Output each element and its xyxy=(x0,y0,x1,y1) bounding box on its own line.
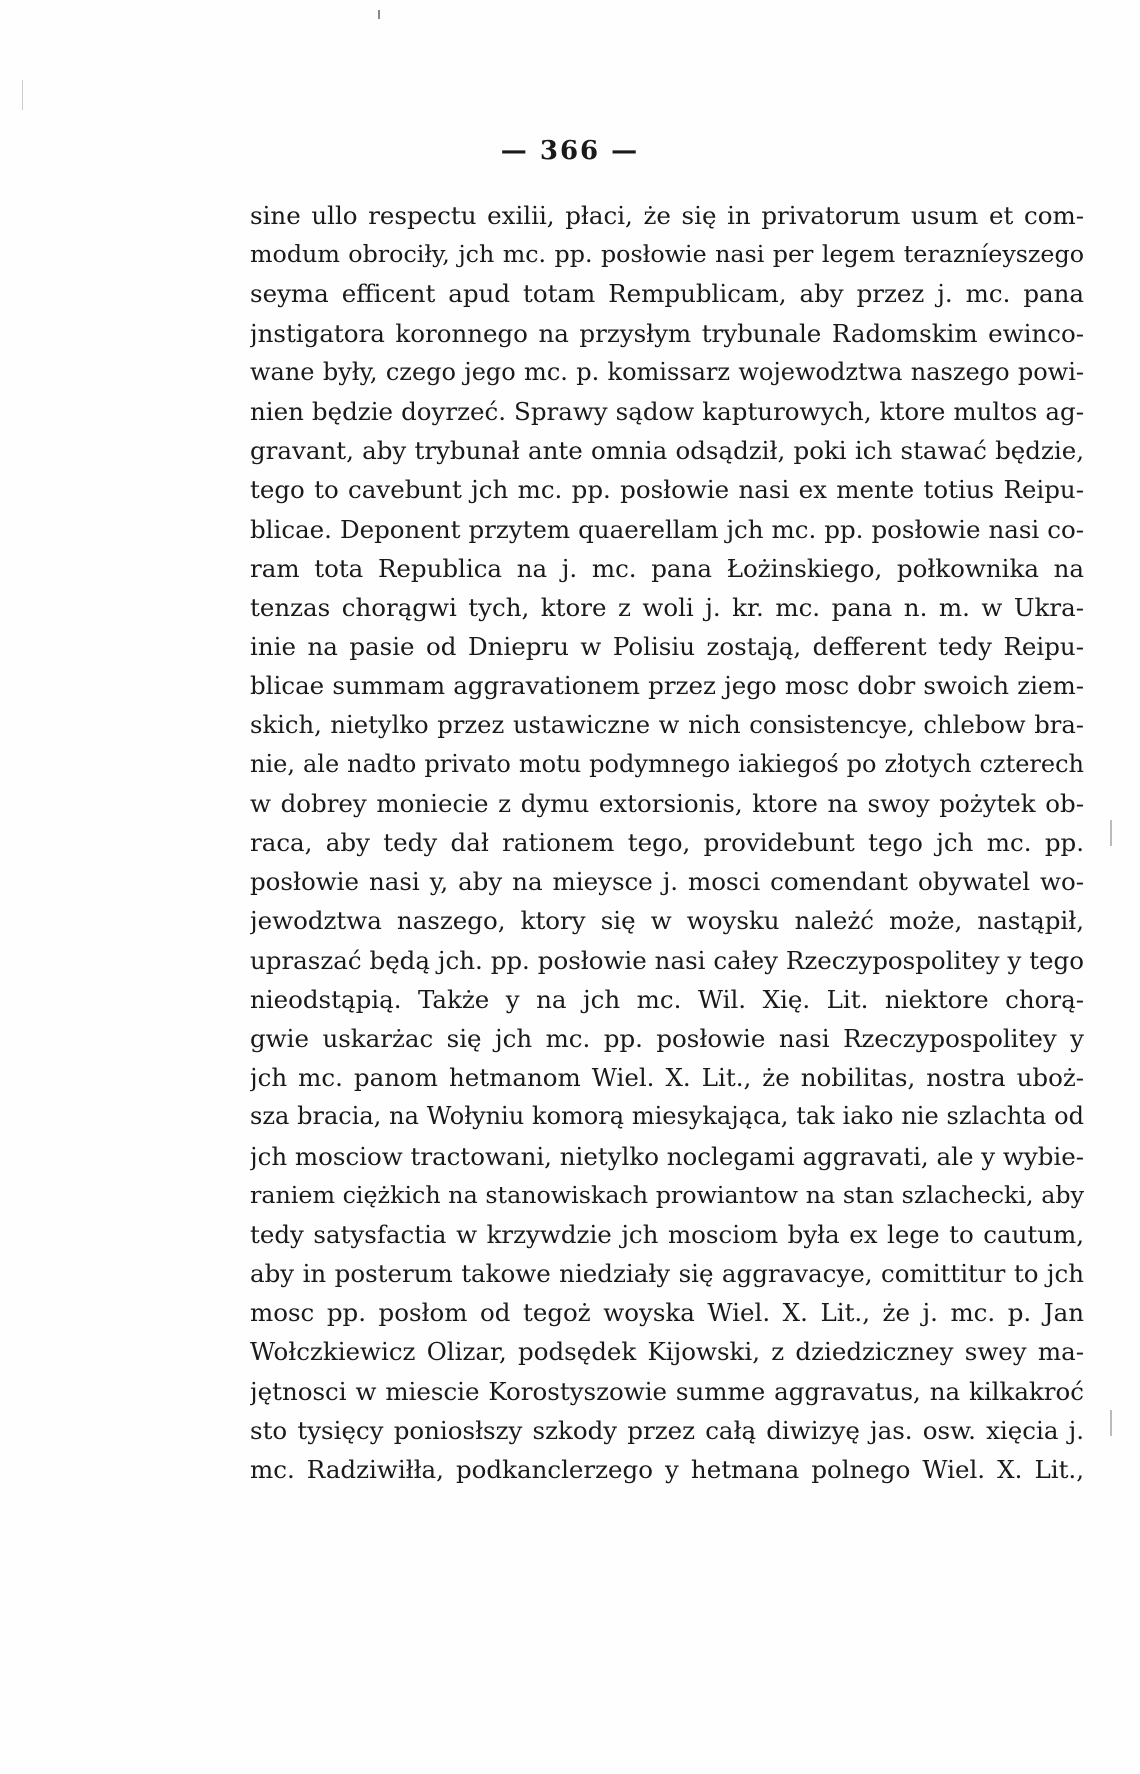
text-line: jch mc. panom hetmanom Wiel. X. Lit., że nobilitas, nostra uboż- xyxy=(250,1063,1084,1093)
text-line: gwie uskarżac się jch mc. pp. posłowie nasi Rzeczypospolitey y xyxy=(250,1023,1084,1053)
text-line: ram tota Republica na j. mc. pana Łożinskiego, połkownika na xyxy=(250,553,1084,583)
text-line: aby in posterum takowe niedziały się aggravacye, comittitur to jch xyxy=(250,1259,1084,1289)
text-line: tenzas chorągwi tych, ktore z woli j. kr. mc. pana n. m. w Ukra- xyxy=(250,592,1084,622)
text-line: upraszać będą jch. pp. posłowie nasi całey Rzeczypospolitey y tego xyxy=(250,945,1084,975)
text-line: blicae. Deponent przytem quaerellam jch mc. pp. posłowie nasi co- xyxy=(250,514,1084,544)
page-number: — 366 — xyxy=(500,136,640,166)
text-line: skich, nietylko przez ustawiczne w nich consistencye, chlebow bra- xyxy=(250,710,1084,740)
text-line: nieodstąpią. Także y na jch mc. Wil. Xię. Lit. niektore chorą- xyxy=(250,984,1084,1014)
text-line: wane były, czego jego mc. p. komissarz wojewodztwa naszego powi- xyxy=(250,357,1084,386)
text-line: jętnosci w miescie Korostyszowie summe aggravatus, na kilkakroć xyxy=(250,1376,1084,1406)
text-line: jch mosciow tractowani, nietylko noclegami aggravati, ale y wybie- xyxy=(250,1141,1084,1171)
text-line: posłowie nasi y, aby na mieysce j. mosci comendant obywatel wo- xyxy=(250,867,1084,897)
body-text xyxy=(250,196,1084,1489)
text-line: mosc pp. posłom od tegoż woyska Wiel. X. Lit., że j. mc. p. Jan xyxy=(250,1298,1084,1328)
text-line: sza bracia, na Wołyniu komorą miesykająca, tak iako nie szlachta od xyxy=(250,1102,1084,1131)
text-line: sto tysięcy poniosłszy szkody przez całą diwizyę jas. osw. xięcia j. xyxy=(250,1415,1084,1445)
text-line: gravant, aby trybunał ante omnia odsądził, poki ich stawać będzie, xyxy=(250,436,1084,466)
text-line: w dobrey moniecie z dymu extorsionis, ktore na swoy pożytek ob- xyxy=(250,788,1084,818)
text-line: raniem ciężkich na stanowiskach prowiantow na stan szlachecki, aby xyxy=(250,1180,1084,1209)
text-line: nie, ale nadto privato motu podymnego iakiegoś po złotych czterech xyxy=(250,749,1084,778)
scan-mark xyxy=(22,80,23,110)
text-line: mc. Radziwiłła, podkanclerzego y hetmana polnego Wiel. X. Lit., xyxy=(250,1455,1084,1484)
text-line: tego to cavebunt jch mc. pp. posłowie nasi ex mente totius Reipu- xyxy=(250,475,1084,505)
text-line: blicae summam aggravationem przez jego mosc dobr swoich ziem- xyxy=(250,671,1084,701)
scan-mark xyxy=(378,10,380,19)
text-line: jnstigatora koronnego na przysłym trybunale Radomskim ewinco- xyxy=(250,318,1084,348)
scan-mark xyxy=(1110,820,1112,846)
text-line: jewodztwa naszego, ktory się w woysku należć może, nastąpił, xyxy=(250,906,1084,936)
text-line: modum obrociły, jch mc. pp. posłowie nasi per legem terazníeyszego xyxy=(250,240,1084,269)
text-line: Wołczkiewicz Olizar, podsędek Kijowski, z dziedziczney swey ma- xyxy=(250,1337,1084,1367)
text-line: seyma efficent apud totam Rempublicam, aby przez j. mc. pana xyxy=(250,279,1084,309)
text-line: tedy satysfactia w krzywdzie jch mosciom była ex lege to cautum, xyxy=(250,1219,1084,1249)
text-line: inie na pasie od Dniepru w Polisiu zostają, defferent tedy Reipu- xyxy=(250,632,1084,662)
text-line: raca, aby tedy dał rationem tego, providebunt tego jch mc. pp. xyxy=(250,828,1084,857)
scan-mark xyxy=(1110,1410,1112,1436)
text-line: nien będzie doyrzeć. Sprawy sądow kapturowych, ktore multos ag- xyxy=(250,396,1084,426)
text-line: sine ullo respectu exilii, płaci, że się in privatorum usum et com- xyxy=(250,201,1084,230)
